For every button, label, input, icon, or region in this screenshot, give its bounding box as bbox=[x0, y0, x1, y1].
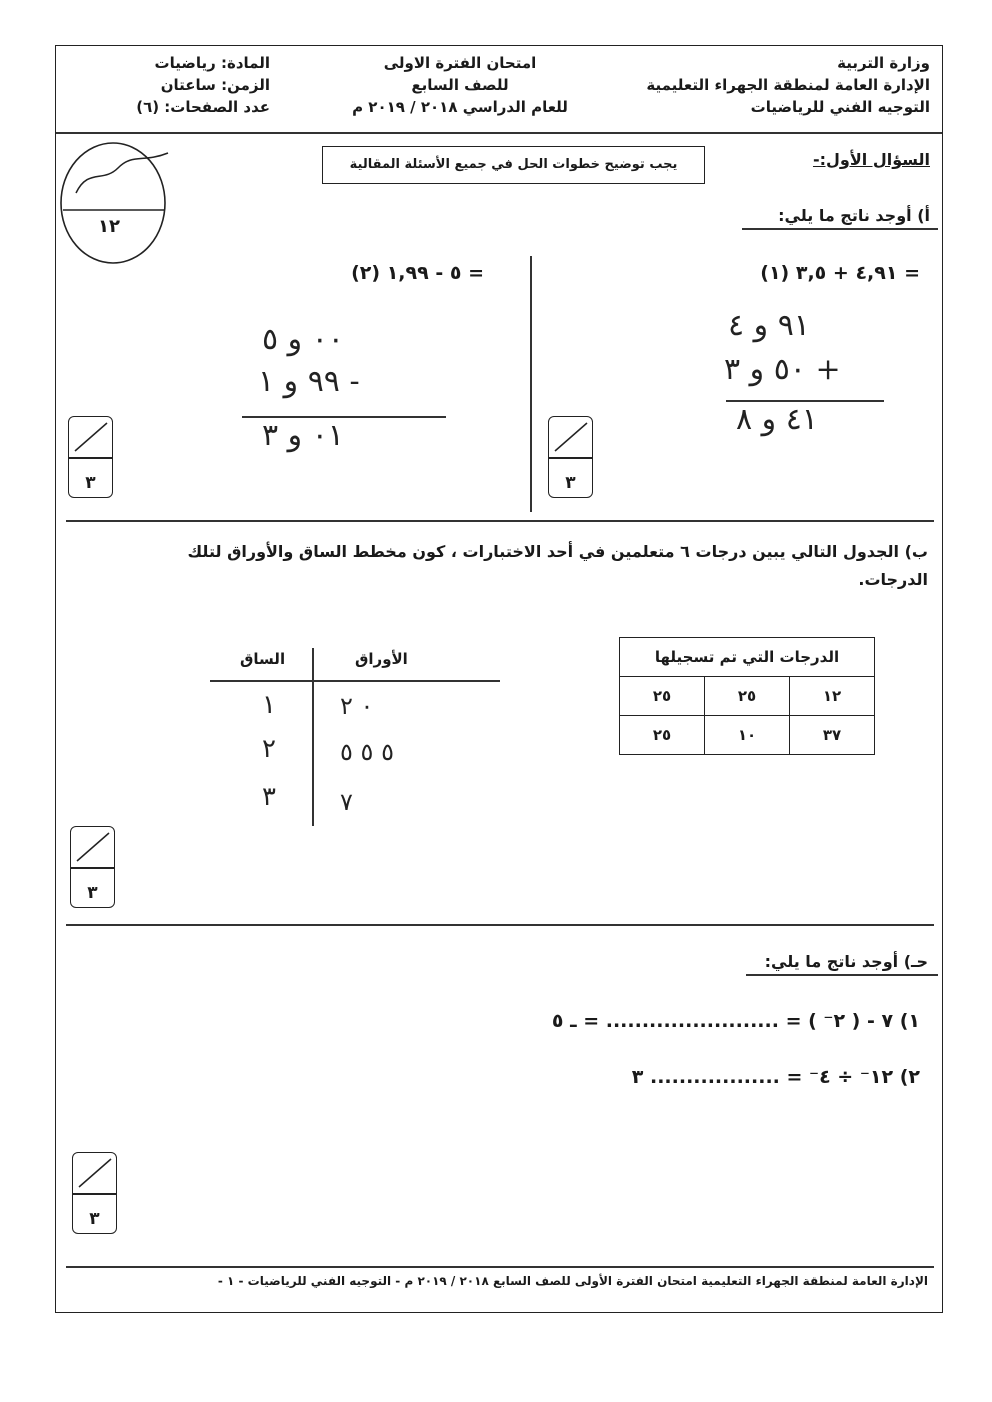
part-c-label: حـ) أوجد ناتج ما يلي: bbox=[764, 952, 928, 971]
table-row bbox=[620, 716, 875, 755]
part-b-score: ٣ bbox=[87, 883, 98, 903]
grades-table bbox=[619, 637, 875, 755]
table-cell: ٢٥ bbox=[620, 716, 705, 755]
total-score: ١٢ bbox=[98, 216, 120, 237]
part-c-exercise-1: ١) ٧ - ( ٢⁻ ) = ........................ = ـ ٥ bbox=[551, 1010, 920, 1032]
part-c-underline bbox=[746, 974, 938, 976]
stem-3: ٣ bbox=[262, 782, 276, 812]
part-c-score-box bbox=[72, 1152, 117, 1234]
exam-title: امتحان الفترة الاولى bbox=[383, 54, 537, 72]
work-2-result: ٠١ و ٣ bbox=[262, 418, 344, 453]
table-cell: ٣٧ bbox=[790, 716, 875, 755]
leaf-row-2: ٥ ٥ ٥ bbox=[340, 738, 394, 766]
ministry-name: وزارة التربية bbox=[837, 54, 930, 72]
page-count: عدد الصفحات: (٦) bbox=[136, 98, 270, 116]
table-cell: ١٢ bbox=[790, 677, 875, 716]
part-c-exercise-2: ٢) ١٢⁻ ÷ ٤⁻ = .................. ٣ bbox=[631, 1066, 920, 1088]
part-a-score-1: ٣ bbox=[565, 473, 576, 493]
grading-slash-icon bbox=[75, 831, 111, 863]
part-a-score-2: ٣ bbox=[85, 473, 96, 493]
footer-text: الإدارة العامة لمنطقة الجهراء التعليمية امتحان الفترة الأولى للصف السابع ٢٠١٨ / ٢٠١٩ م - التوجيه الفني للرياضيات - ١ - bbox=[217, 1274, 928, 1288]
part-a-exercise-2: (٢) ٥ - ١,٩٩ = bbox=[351, 262, 484, 284]
header-left bbox=[110, 52, 270, 118]
header-right bbox=[630, 52, 930, 118]
leaf-header: الأوراق bbox=[355, 650, 408, 668]
stem-1: ١ bbox=[262, 690, 276, 720]
duration: الزمن: ساعتان bbox=[160, 76, 270, 94]
part-c-score: ٣ bbox=[89, 1209, 100, 1229]
part-a-underline bbox=[742, 228, 938, 230]
total-score-oval bbox=[58, 138, 178, 268]
part-a-label: أ) أوجد ناتج ما يلي: bbox=[778, 206, 930, 225]
grade-level: للصف السابع bbox=[411, 76, 509, 94]
part-a-exercise-1: (١) ٤,٩١ + ٣,٥ = bbox=[760, 262, 920, 284]
part-a-score-box-2 bbox=[68, 416, 113, 498]
work-1-line-2: + ٥٠ و ٣ bbox=[724, 352, 841, 387]
directorate-name: الإدارة العامة لمنطقة الجهراء التعليمية bbox=[646, 76, 930, 94]
part-b-text: ب) الجدول التالي يبين درجات ٦ متعلمين في أحد الاختبارات ، كون مخطط الساق والأوراق لتلك الدرجات. bbox=[187, 542, 928, 589]
table-cell: ٢٥ bbox=[620, 677, 705, 716]
grading-slash-icon bbox=[73, 421, 109, 453]
leaf-row-1: ٠ ٢ bbox=[340, 692, 374, 720]
instruction-note: يجب توضيح خطوات الحل في جميع الأسئلة المقالية bbox=[322, 146, 705, 184]
question-title: السؤال الأول:- bbox=[812, 150, 930, 169]
stem-leaf-header-rule bbox=[210, 680, 500, 682]
footer-divider bbox=[66, 1266, 934, 1268]
math-department: التوجيه الفني للرياضيات bbox=[750, 98, 930, 116]
stem-2: ٢ bbox=[262, 734, 276, 764]
academic-year: للعام الدراسي ٢٠١٨ / ٢٠١٩ م bbox=[352, 98, 568, 116]
header-center bbox=[330, 52, 590, 118]
section-divider-2 bbox=[66, 924, 934, 926]
grading-slash-icon bbox=[77, 1157, 113, 1189]
work-2-line-1: ٠٠ و ٥ bbox=[262, 322, 344, 357]
table-cell: ١٠ bbox=[705, 716, 790, 755]
stem-header: الساق bbox=[240, 650, 286, 668]
stem-leaf-divider bbox=[312, 648, 314, 826]
part-b-score-box bbox=[70, 826, 115, 908]
grades-table-title: الدرجات التي تم تسجيلها bbox=[620, 638, 875, 677]
header-divider bbox=[56, 132, 942, 134]
leaf-row-3: ٧ bbox=[340, 788, 353, 816]
part-a-column-divider bbox=[530, 256, 532, 512]
grading-slash-icon bbox=[553, 421, 589, 453]
table-cell: ٢٥ bbox=[705, 677, 790, 716]
work-1-line-1: ٩١ و ٤ bbox=[728, 308, 810, 343]
subject: المادة: رياضيات bbox=[154, 54, 270, 72]
table-row bbox=[620, 677, 875, 716]
work-1-result: ٤١ و ٨ bbox=[736, 402, 818, 437]
section-divider-1 bbox=[66, 520, 934, 522]
part-a-score-box-1 bbox=[548, 416, 593, 498]
work-2-line-2: - ٩٩ و ١ bbox=[258, 364, 360, 399]
